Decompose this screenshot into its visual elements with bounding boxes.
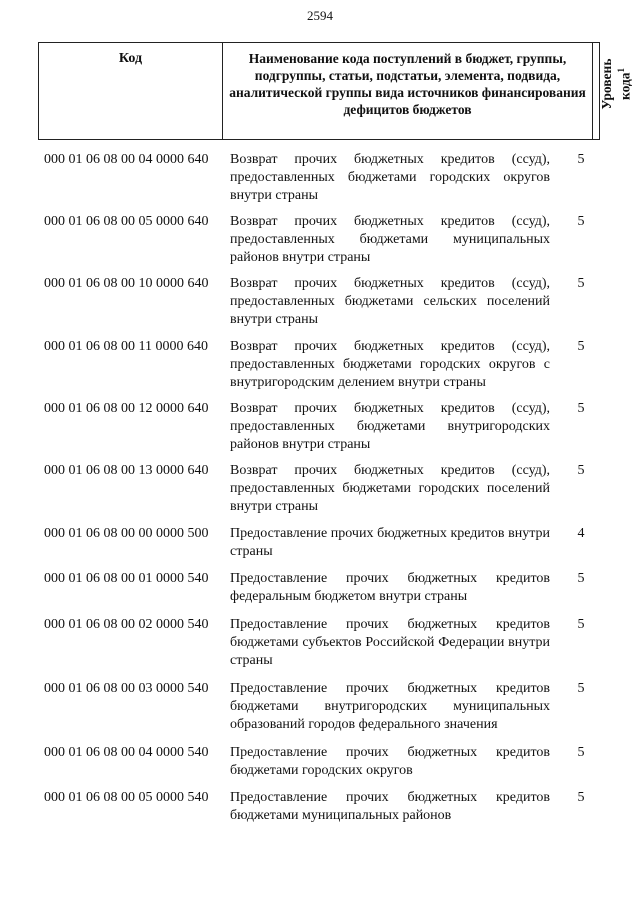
row-code: 000 01 06 08 00 10 0000 640 [44, 276, 209, 291]
page-number: 2594 [307, 8, 333, 23]
row-description: Предоставление прочих бюджетных кредитов бюджетами городских округов [230, 745, 550, 778]
row-code: 000 01 06 08 00 12 0000 640 [44, 401, 209, 416]
row-level: 5 [577, 681, 585, 696]
row-code: 000 01 06 08 00 04 0000 640 [44, 152, 209, 167]
row-level: 5 [577, 571, 585, 586]
header-level-footnote: 1 [616, 67, 626, 73]
row-code: 000 01 06 08 00 13 0000 640 [44, 463, 209, 478]
row-code: 000 01 06 08 00 05 0000 540 [44, 790, 209, 805]
row-code: 000 01 06 08 00 11 0000 640 [44, 339, 208, 354]
row-code: 000 01 06 08 00 00 0000 500 [44, 526, 209, 541]
header-code-label: Код [118, 51, 143, 66]
header-name-label: Наименование кода поступлений в бюджет, группы, подгруппы, статьи, подстатьи, элемента, подвида, аналитической группы вида источников финансирования дефицитов бюджетов [229, 51, 586, 117]
row-level: 5 [577, 617, 585, 632]
row-description: Возврат прочих бюджетных кредитов (ссуд), предоставленных бюджетами сельских поселений внутри страны [230, 276, 550, 327]
row-level: 5 [577, 790, 585, 805]
row-description: Возврат прочих бюджетных кредитов (ссуд), предоставленных бюджетами внутригородских районов внутри страны [230, 401, 550, 452]
header-level-cell [593, 43, 638, 139]
row-description: Предоставление прочих бюджетных кредитов бюджетами внутригородских муниципальных образований городов федерального значения [230, 681, 550, 732]
row-level: 5 [577, 401, 585, 416]
row-code: 000 01 06 08 00 04 0000 540 [44, 745, 209, 760]
row-description: Возврат прочих бюджетных кредитов (ссуд), предоставленных бюджетами муниципальных районов внутри страны [230, 214, 550, 265]
table-header [38, 42, 633, 140]
row-level: 4 [577, 526, 585, 541]
row-description: Предоставление прочих бюджетных кредитов бюджетами муниципальных районов [230, 790, 550, 823]
header-name-cell [223, 43, 593, 139]
row-description: Предоставление прочих бюджетных кредитов федеральным бюджетом внутри страны [230, 571, 550, 604]
row-description: Возврат прочих бюджетных кредитов (ссуд), предоставленных бюджетами городских поселений внутри страны [230, 463, 550, 514]
row-level: 5 [577, 152, 585, 167]
row-level: 5 [577, 745, 585, 760]
row-level: 5 [577, 276, 585, 291]
header-code-cell [39, 43, 223, 139]
row-description: Возврат прочих бюджетных кредитов (ссуд), предоставленных бюджетами городских округов внутри страны [230, 152, 550, 203]
row-code: 000 01 06 08 00 01 0000 540 [44, 571, 209, 586]
row-code: 000 01 06 08 00 03 0000 540 [44, 681, 209, 696]
row-description: Предоставление прочих бюджетных кредитов бюджетами субъектов Российской Федерации внутри страны [230, 617, 550, 668]
row-level: 5 [577, 339, 585, 354]
header-level-label-wrap [599, 41, 633, 127]
row-description: Возврат прочих бюджетных кредитов (ссуд), предоставленных бюджетами городских округов с внутригородским делением внутри страны [230, 339, 550, 390]
row-description: Предоставление прочих бюджетных кредитов внутри страны [230, 526, 550, 559]
row-code: 000 01 06 08 00 02 0000 540 [44, 617, 209, 632]
header-level-label: Уровень кода [599, 58, 633, 110]
row-level: 5 [577, 463, 585, 478]
row-level: 5 [577, 214, 585, 229]
row-code: 000 01 06 08 00 05 0000 640 [44, 214, 209, 229]
